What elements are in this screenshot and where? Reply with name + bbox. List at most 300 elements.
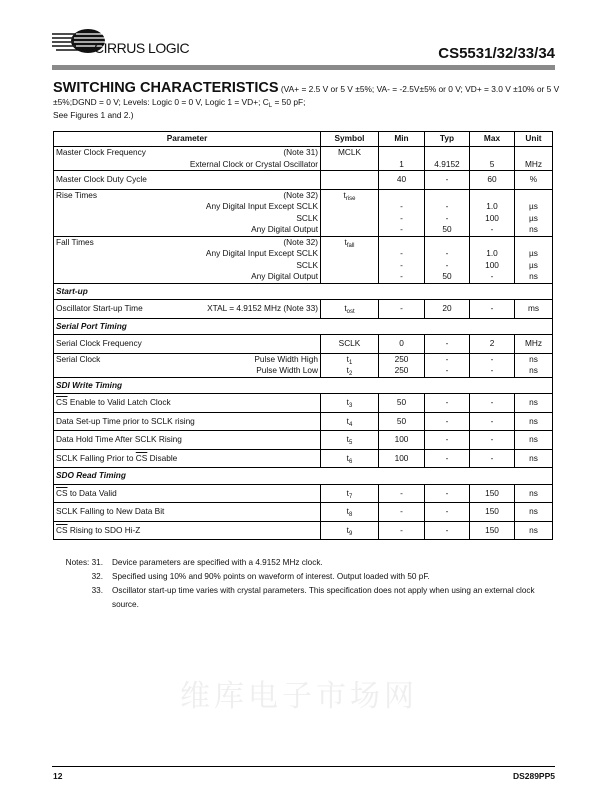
parameter-condition: Pulse Width Low [256, 365, 318, 375]
min-value: 40 [396, 174, 407, 184]
unit-cell [515, 300, 553, 319]
symbol: $t_5$ [346, 434, 353, 446]
section-row [54, 283, 553, 300]
section-label: Serial Port Timing [54, 318, 553, 335]
parameter-line [56, 453, 318, 465]
max-cell [470, 353, 515, 377]
max-value: 100 [485, 212, 499, 223]
min-value: 0 [399, 338, 404, 348]
parameter-cell [54, 503, 321, 522]
parameter-line [56, 338, 318, 350]
section-title: SWITCHING CHARACTERISTICS [53, 80, 279, 96]
parameter-line [56, 354, 318, 366]
unit-value [517, 147, 550, 159]
parameter-condition: Any Digital Input Except SCLK [205, 201, 318, 211]
parameter-name: $\overline{CS}$ Enable to Valid Latch Clock [56, 397, 171, 407]
symbol-cell [321, 300, 379, 319]
table-row [54, 521, 553, 540]
symbol: $t_3$ [346, 397, 353, 409]
section-heading [53, 82, 563, 122]
table-row [54, 171, 553, 190]
symbol-subscript: 8 [348, 512, 353, 518]
typ-cell [425, 300, 470, 319]
unit-value: µs [529, 248, 538, 258]
parameter-line [56, 260, 318, 272]
max-value [472, 237, 512, 249]
table-row [54, 394, 553, 413]
min-value: - [400, 487, 403, 498]
parameter-line [56, 416, 318, 428]
max-cell [470, 236, 515, 283]
unit-cell [515, 521, 553, 540]
min-cell [379, 300, 425, 319]
parameter-name: Master Clock Duty Cycle [56, 174, 147, 184]
parameter-line [56, 159, 318, 171]
parameter-name: Rise Times [56, 189, 98, 200]
unit-value: ns [529, 271, 538, 281]
section-label: SDO Read Timing [54, 468, 553, 485]
parameter-cell [54, 521, 321, 540]
symbol-subscript: 6 [348, 458, 353, 465]
parameter-line [56, 224, 318, 236]
unit-value: µs [529, 212, 538, 223]
min-value: 250 [394, 353, 409, 364]
parameter-name: Serial Clock [56, 353, 101, 364]
watermark: 维库电子市场网 [180, 679, 418, 714]
parameter-line [56, 248, 318, 260]
typ-value: - [445, 452, 449, 463]
parameter-name: SCLK Falling Prior to $\overline{CS}$ Disable [56, 452, 178, 463]
symbol-subscript: 7 [348, 493, 353, 500]
parameter-cell [54, 449, 321, 468]
typ-cell [425, 431, 470, 450]
logo-text: CIRRUS LOGIC [94, 40, 190, 56]
min-cell [379, 484, 425, 503]
typ-value: - [445, 338, 449, 348]
table-row [54, 431, 553, 450]
symbol-cell [321, 236, 379, 283]
min-value: - [400, 248, 403, 258]
min-value: - [400, 524, 403, 535]
symbol-cell [321, 189, 379, 236]
parameter-name: Fall Times [56, 236, 94, 247]
min-cell [379, 171, 425, 190]
parameter-cell [54, 236, 321, 283]
typ-cell [425, 335, 470, 354]
typ-value: 20 [442, 303, 452, 313]
max-cell [470, 171, 515, 190]
max-value [472, 190, 512, 202]
parameter-condition: Pulse Width High [254, 353, 318, 364]
unit-value [517, 237, 550, 249]
note-number: 33. [91, 586, 103, 595]
parameter-line [56, 506, 318, 518]
unit-cell [515, 353, 553, 377]
min-value: - [400, 259, 403, 270]
unit-cell [515, 449, 553, 468]
symbol: $t_1$ [346, 353, 353, 366]
min-value: 100 [394, 452, 409, 463]
notes [53, 556, 563, 612]
parameter-line [56, 237, 318, 249]
header-max: Max [470, 132, 515, 147]
min-value: - [400, 201, 403, 211]
max-value: 1.0 [486, 248, 498, 258]
typ-value [427, 147, 467, 159]
footer-rule [52, 766, 555, 767]
typ-value: - [445, 524, 449, 535]
max-value: - [490, 452, 494, 463]
min-value: - [400, 224, 403, 234]
table-row [54, 503, 553, 522]
table-row [54, 484, 553, 503]
note-item [53, 556, 563, 570]
symbol-subscript: 9 [348, 530, 353, 537]
min-cell [379, 449, 425, 468]
symbol: MCLK [337, 147, 362, 157]
section-row [54, 377, 553, 394]
max-value [472, 147, 512, 159]
header-typ: Typ [425, 132, 470, 147]
note-item [53, 584, 563, 612]
unit-cell [515, 394, 553, 413]
parameter-line [56, 303, 318, 315]
conditions-3: See Figures 1 and 2.) [53, 110, 134, 120]
parameter-cell [54, 484, 321, 503]
min-cell [379, 147, 425, 171]
table-row [54, 300, 553, 319]
typ-value: - [445, 248, 449, 258]
parameter-name: Oscillator Start-up Time [56, 303, 143, 313]
parameter-cell [54, 353, 321, 377]
parameter-line [56, 147, 318, 159]
typ-cell [425, 521, 470, 540]
unit-value [517, 190, 550, 202]
table-header-row [54, 132, 553, 147]
unit-value: ns [529, 506, 538, 516]
symbol-cell [321, 431, 379, 450]
max-cell [470, 335, 515, 354]
typ-value: 50 [442, 224, 452, 234]
header-parameter: Parameter [54, 132, 321, 147]
symbol: $t_8$ [346, 506, 353, 518]
unit-cell [515, 147, 553, 171]
symbol: $t_4$ [346, 415, 353, 428]
typ-value: - [445, 174, 449, 184]
parameter-cell [54, 412, 321, 431]
min-cell [379, 521, 425, 540]
min-value: 50 [396, 397, 407, 407]
parameter-line [56, 174, 318, 186]
parameter-line [56, 525, 318, 537]
symbol-cell [321, 394, 379, 413]
typ-cell [425, 236, 470, 283]
max-cell [470, 412, 515, 431]
section-row [54, 468, 553, 485]
parameter-name: $\overline{CS}$ Rising to SDO Hi-Z [56, 524, 141, 535]
typ-value: - [445, 506, 449, 516]
cs-overline: $\overline{CS}$ [56, 487, 68, 498]
header-rule [52, 65, 555, 70]
symbol: $t_7$ [346, 487, 353, 500]
typ-cell [425, 484, 470, 503]
parameter-cell [54, 147, 321, 171]
typ-value [427, 237, 467, 249]
typ-cell [425, 503, 470, 522]
parameter-condition: External Clock or Crystal Oscillator [189, 158, 318, 169]
cs-overline: $\overline{CS}$ [56, 397, 68, 407]
note-text: Specified using 10% and 90% points on waveform of interest. Output loaded with 50 pF. [112, 572, 430, 581]
table-row [54, 236, 553, 283]
max-cell [470, 147, 515, 171]
symbol: $t_6$ [346, 452, 353, 465]
max-value: - [490, 365, 494, 375]
typ-value: 50 [442, 271, 452, 281]
min-cell [379, 431, 425, 450]
parameter-condition: (Note 32) [283, 236, 318, 247]
min-cell [379, 353, 425, 377]
symbol-subscript: fall [346, 242, 355, 249]
max-cell [470, 189, 515, 236]
parameter-line [56, 213, 318, 225]
min-value: 50 [396, 415, 407, 426]
cs-overline: $\overline{CS}$ [56, 524, 68, 535]
symbol-cell [321, 412, 379, 431]
unit-value: ms [527, 303, 540, 313]
min-cell [379, 335, 425, 354]
unit-value: MHz [524, 338, 543, 348]
unit-value: ns [529, 353, 538, 364]
min-value [381, 237, 422, 249]
table-row [54, 147, 553, 171]
parameter-condition: Any Digital Input Except SCLK [205, 248, 318, 258]
min-value [381, 147, 422, 159]
table-row [54, 353, 553, 377]
note-number: 32. [91, 572, 103, 581]
document-id: DS289PP5 [512, 771, 555, 781]
symbol-cell [321, 503, 379, 522]
typ-cell [425, 353, 470, 377]
unit-value: ns [529, 452, 538, 463]
max-value: - [490, 224, 494, 234]
max-value: 60 [487, 174, 497, 184]
min-cell [379, 503, 425, 522]
parameter-condition: Any Digital Output [251, 224, 318, 234]
parameter-name: Serial Clock Frequency [56, 338, 142, 348]
min-value [381, 190, 422, 202]
parameter-line [56, 488, 318, 500]
min-cell [379, 412, 425, 431]
max-value: - [490, 303, 494, 313]
typ-value: 4.9152 [434, 158, 460, 169]
min-value: - [400, 271, 403, 281]
parameter-condition: Any Digital Output [251, 271, 318, 281]
min-value: - [400, 303, 403, 313]
typ-value: - [445, 259, 449, 270]
min-value: 100 [394, 434, 409, 444]
note-text: Device parameters are specified with a 4.9152 MHz clock. [112, 558, 323, 567]
max-value: 2 [489, 338, 495, 348]
min-value: - [400, 212, 403, 223]
parameter-line [56, 201, 318, 213]
typ-cell [425, 449, 470, 468]
parameter-line [56, 365, 318, 377]
note-item [53, 570, 563, 584]
unit-cell [515, 335, 553, 354]
switching-characteristics-table [53, 131, 553, 540]
table-row [54, 412, 553, 431]
typ-value: - [445, 415, 449, 426]
typ-value: - [445, 397, 449, 407]
max-value: - [490, 434, 494, 444]
section-label: SDI Write Timing [54, 377, 553, 394]
header-min: Min [379, 132, 425, 147]
parameter-line [56, 271, 318, 283]
min-value: 250 [394, 365, 409, 375]
parameter-cell [54, 431, 321, 450]
document-title: CS5531/32/33/34 [438, 45, 555, 62]
symbol-subscript: 4 [348, 421, 353, 428]
symbol: $t_{fall}$ [344, 236, 355, 249]
max-cell [470, 521, 515, 540]
max-cell [470, 449, 515, 468]
parameter-condition: (Note 31) [283, 147, 318, 157]
symbol: $t_{ost}$ [344, 303, 355, 315]
typ-cell [425, 394, 470, 413]
parameter-cell [54, 335, 321, 354]
parameter-line [56, 397, 318, 409]
conditions-sub: L [268, 103, 273, 109]
symbol-subscript: 1 [348, 359, 353, 366]
parameter-name: Data Hold Time After SCLK Rising [56, 434, 182, 444]
parameter-cell [54, 300, 321, 319]
parameter-cell [54, 189, 321, 236]
parameter-condition: SCLK [296, 259, 318, 270]
typ-value: - [445, 434, 449, 444]
parameter-line [56, 190, 318, 202]
max-value: - [490, 397, 494, 407]
typ-cell [425, 147, 470, 171]
header-symbol: Symbol [321, 132, 379, 147]
max-value: 1.0 [486, 201, 498, 211]
unit-cell [515, 431, 553, 450]
symbol-cell [321, 147, 379, 171]
unit-value: µs [529, 201, 538, 211]
typ-value: - [445, 365, 449, 375]
unit-cell [515, 484, 553, 503]
unit-value: ns [529, 434, 538, 444]
parameter-condition: (Note 32) [283, 189, 318, 200]
symbol-cell [321, 171, 379, 190]
unit-cell [515, 171, 553, 190]
max-value: 5 [489, 158, 495, 169]
conditions-2: = 50 pF; [272, 97, 306, 107]
symbol: SCLK [338, 338, 361, 348]
max-value: - [490, 353, 494, 364]
min-cell [379, 189, 425, 236]
symbol-cell [321, 521, 379, 540]
page-number: 12 [53, 771, 63, 781]
table-row [54, 449, 553, 468]
parameter-cell [54, 394, 321, 413]
parameter-name: SCLK Falling to New Data Bit [56, 506, 165, 516]
unit-value: ns [529, 415, 538, 426]
unit-value: MHz [524, 158, 543, 169]
max-cell [470, 300, 515, 319]
section-row [54, 318, 553, 335]
note-number: Notes: 31. [65, 558, 103, 567]
typ-value: - [445, 353, 449, 364]
symbol-cell [321, 353, 379, 377]
symbol-subscript: rise [345, 195, 356, 202]
unit-value: ns [529, 524, 538, 535]
unit-value: ns [529, 365, 538, 375]
unit-value: ns [529, 397, 538, 407]
note-text: Oscillator start-up time varies with crystal parameters. This specification does not apply when using an external clock source. [112, 586, 535, 609]
typ-cell [425, 189, 470, 236]
cs-overline: $\overline{CS}$ [135, 452, 148, 463]
max-cell [470, 484, 515, 503]
symbol: $t_{rise}$ [343, 189, 356, 202]
min-value: - [400, 506, 403, 516]
min-cell [379, 394, 425, 413]
unit-cell [515, 236, 553, 283]
parameter-condition: XTAL = 4.9152 MHz (Note 33) [207, 303, 318, 313]
max-cell [470, 394, 515, 413]
unit-value: ns [529, 487, 538, 498]
parameter-line [56, 434, 318, 446]
max-cell [470, 431, 515, 450]
parameter-condition: SCLK [296, 212, 318, 223]
conditions: (VA+ = 2.5 V or 5 V ±5%; VA- = -2.5V±5% or 0 V; VD+ = 3.0 V ±10% or 5 V ±5%;DGND = 0 V; Levels: Logic 0 = 0 V, Logic 1 = VD+; C [53, 84, 560, 107]
unit-cell [515, 189, 553, 236]
typ-value: - [445, 201, 449, 211]
parameter-cell [54, 171, 321, 190]
symbol-subscript: 3 [348, 403, 353, 409]
unit-cell [515, 503, 553, 522]
typ-cell [425, 171, 470, 190]
parameter-name: Data Set-up Time prior to SCLK rising [56, 415, 195, 426]
min-cell [379, 236, 425, 283]
symbol: $t_2$ [346, 365, 353, 377]
symbol: $t_9$ [346, 524, 353, 537]
table-row [54, 335, 553, 354]
header-unit: Unit [515, 132, 553, 147]
symbol-subscript: 5 [348, 440, 353, 446]
symbol-subscript: ost [346, 309, 355, 315]
typ-value: - [445, 487, 449, 498]
typ-value: - [445, 212, 449, 223]
typ-cell [425, 412, 470, 431]
max-value: 150 [485, 487, 499, 498]
unit-value: % [529, 174, 538, 184]
typ-value [427, 190, 467, 202]
section-label: Start-up [54, 283, 553, 300]
symbol-cell [321, 335, 379, 354]
parameter-name: $\overline{CS}$ to Data Valid [56, 487, 117, 498]
symbol-cell [321, 484, 379, 503]
max-value: 100 [485, 259, 499, 270]
unit-value: ns [529, 224, 538, 234]
max-value: - [490, 415, 494, 426]
symbol-subscript: 2 [348, 371, 353, 377]
max-value: 150 [485, 524, 499, 535]
table-row [54, 189, 553, 236]
symbol-cell [321, 449, 379, 468]
parameter-name: Master Clock Frequency [56, 147, 146, 157]
max-value: - [490, 271, 494, 281]
unit-value: µs [529, 259, 538, 270]
